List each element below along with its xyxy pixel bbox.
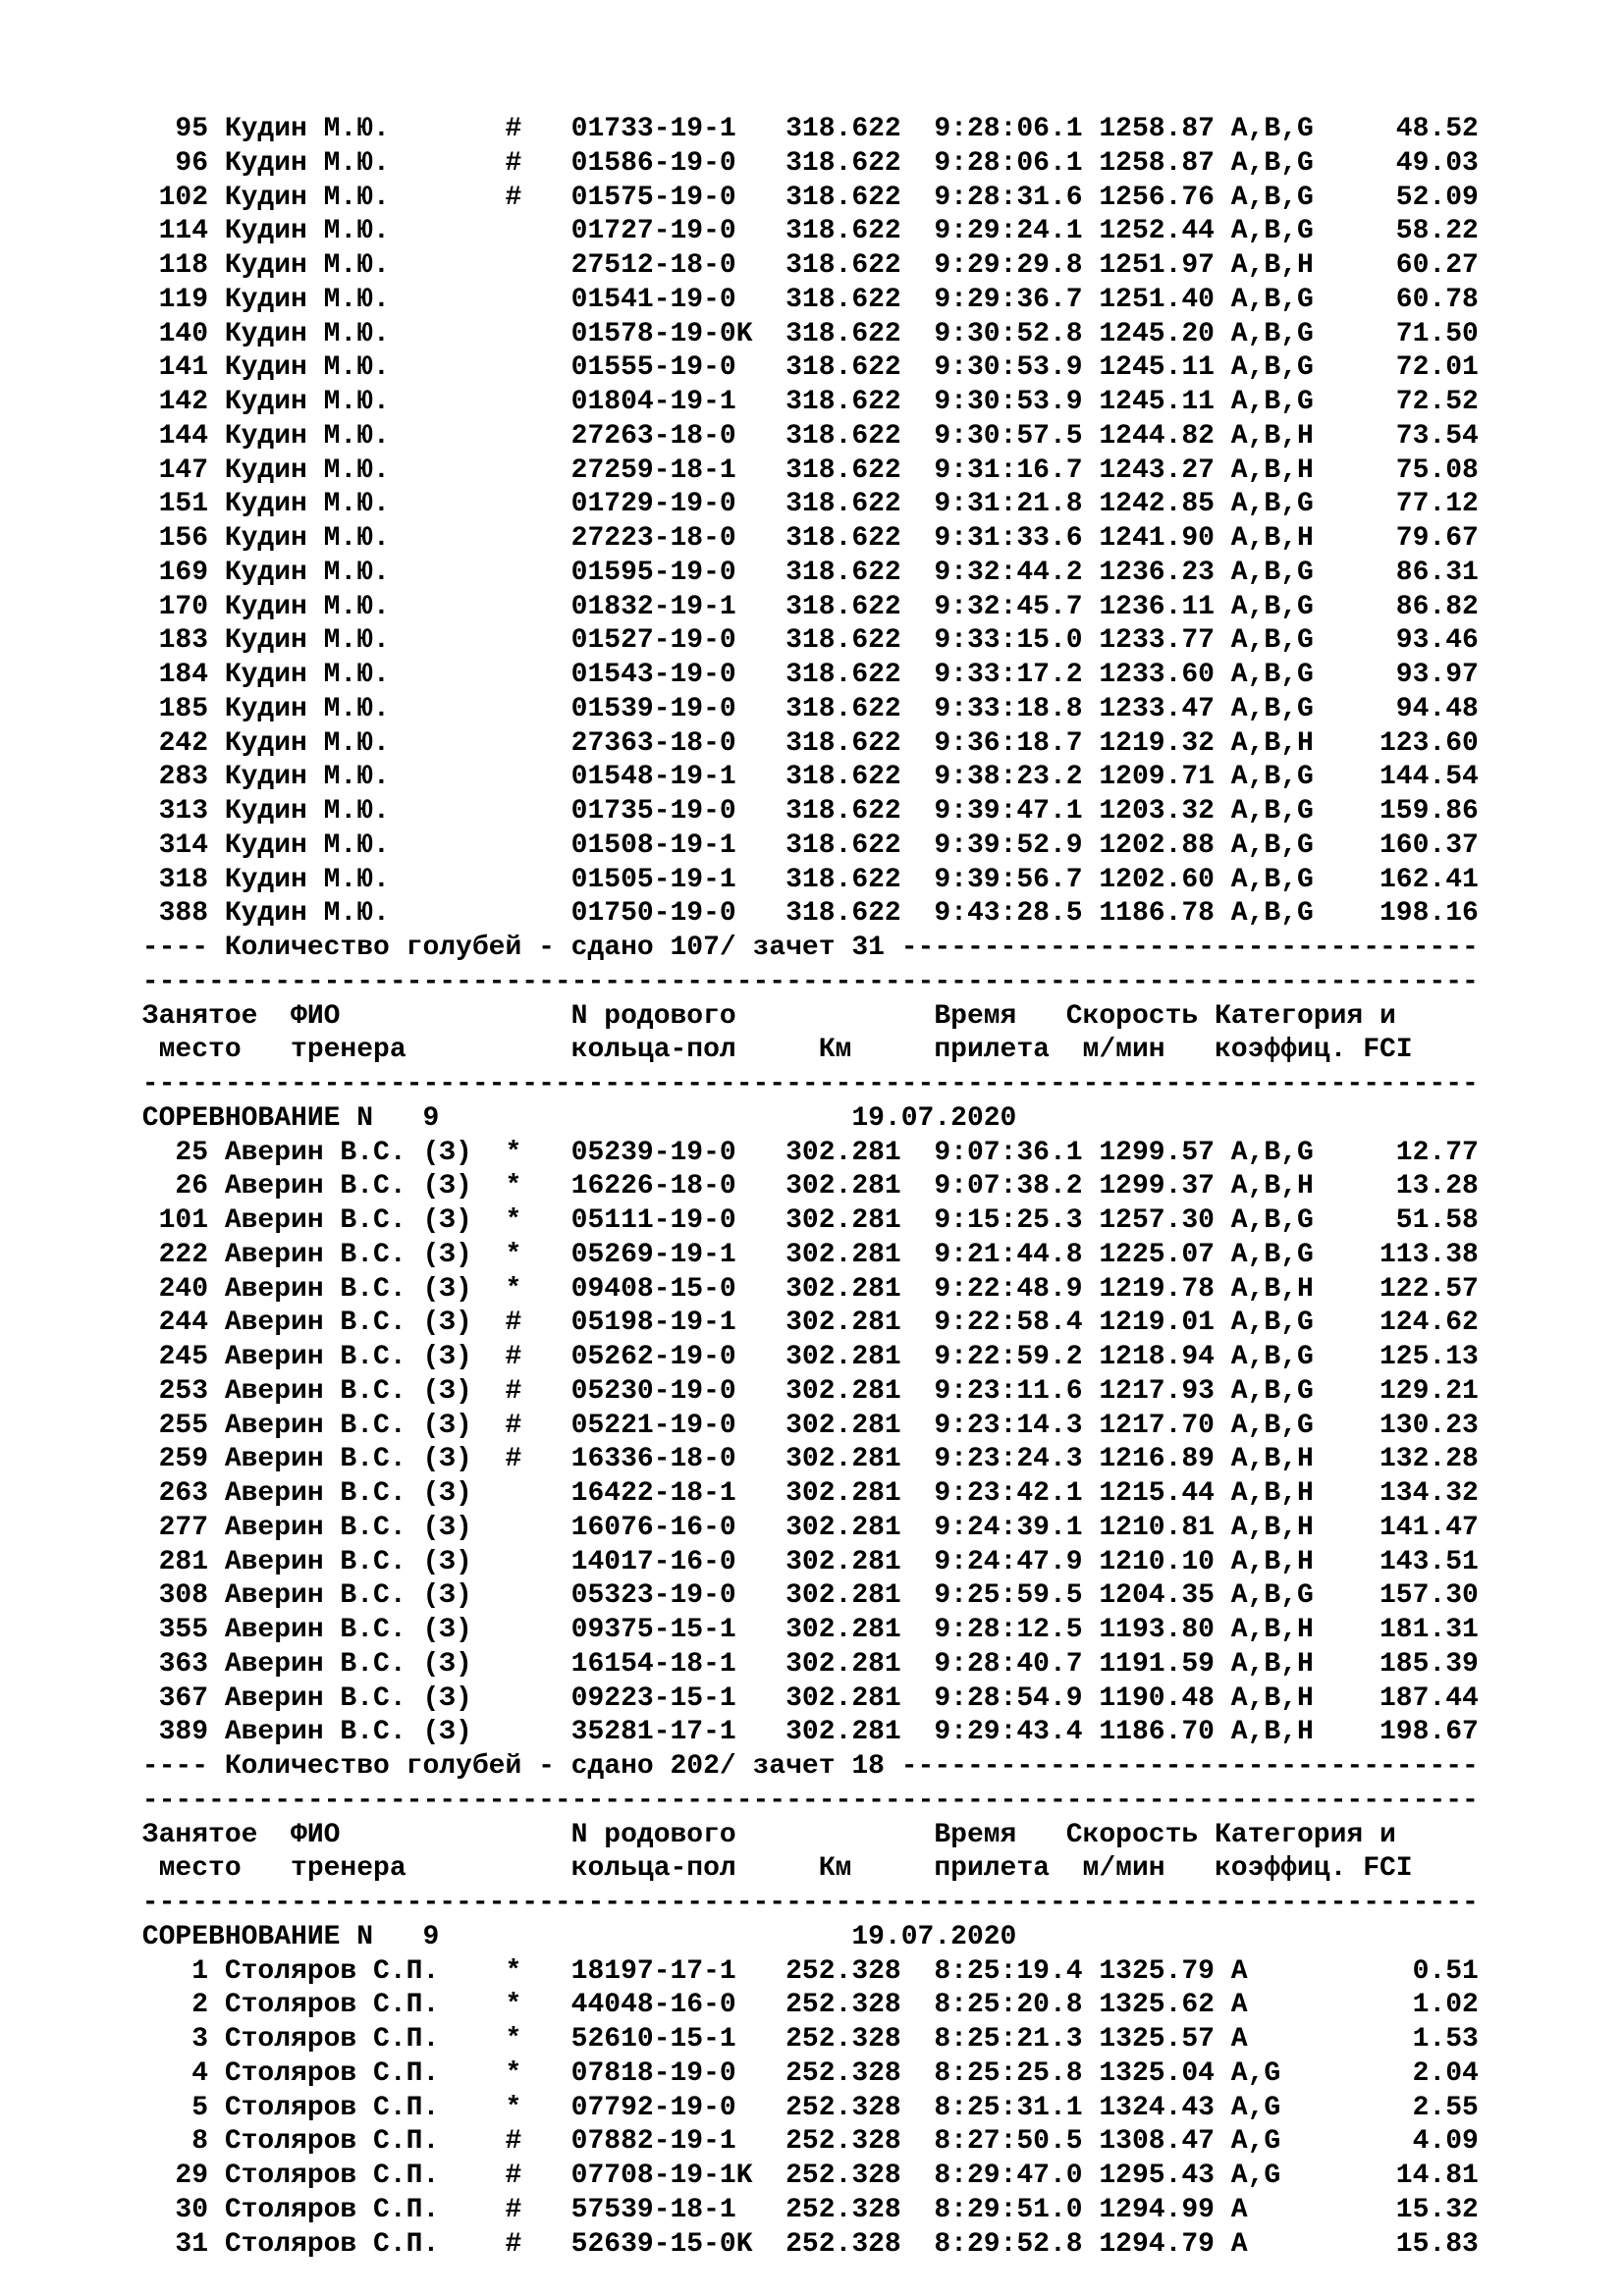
text-line: 355 Аверин В.С. (З) 09375-15-1 302.281 9:28:12.5 1193.80 A,B,H 181.31: [126, 1615, 1479, 1645]
text-line: 4 Столяров С.П. * 07818-19-0 252.328 8:25:25.8 1325.04 A,G 2.04: [126, 2057, 1479, 2089]
text-line: Занятое ФИО N родового Время Скорость Категория и: [126, 1819, 1396, 1850]
text-line: 114 Кудин М.Ю. 01727-19-0 318.622 9:29:24.1 1252.44 A,B,G 58.22: [126, 216, 1479, 247]
text-line: ---------------------------------------------------------------------------------: [126, 1069, 1479, 1099]
text-line: 283 Кудин М.Ю. 01548-19-1 318.622 9:38:23.2 1209.71 A,B,G 144.54: [126, 762, 1479, 793]
text-line: 1 Столяров С.П. * 18197-17-1 252.328 8:25:19.4 1325.79 A 0.51: [126, 1955, 1479, 1987]
text-line: ---------------------------------------------------------------------------------: [126, 1888, 1479, 1918]
text-line: 277 Аверин В.С. (З) 16076-16-0 302.281 9:24:39.1 1210.81 A,B,H 141.47: [126, 1512, 1479, 1543]
text-line: 140 Кудин М.Ю. 01578-19-0K 318.622 9:30:52.8 1245.20 A,B,G 71.50: [126, 318, 1479, 349]
text-line: Занятое ФИО N родового Время Скорость Категория и: [126, 1000, 1396, 1032]
text-line: место тренера кольца-пол Км прилета м/мин коэффиц. FCI: [126, 1035, 1413, 1066]
results-printout: [126, 113, 1479, 2262]
text-line: 222 Аверин В.С. (З) * 05269-19-1 302.281 9:21:44.8 1225.07 A,B,G 113.38: [126, 1239, 1479, 1270]
text-line: 253 Аверин В.С. (З) # 05230-19-0 302.281 9:23:11.6 1217.93 A,B,G 129.21: [126, 1375, 1479, 1407]
text-line: 96 Кудин М.Ю. # 01586-19-0 318.622 9:28:06.1 1258.87 A,B,G 49.03: [126, 147, 1479, 179]
text-line: ---- Количество голубей - сдано 107/ зачет 31 -----------------------------------: [126, 933, 1479, 963]
text-line: 30 Столяров С.П. # 57539-18-1 252.328 8:29:51.0 1294.99 A 15.32: [126, 2194, 1479, 2225]
text-line: 169 Кудин М.Ю. 01595-19-0 318.622 9:32:44.2 1236.23 A,B,G 86.31: [126, 557, 1479, 588]
text-line: ---------------------------------------------------------------------------------: [126, 966, 1479, 997]
text-line: 244 Аверин В.С. (З) # 05198-19-1 302.281 9:22:58.4 1219.01 A,B,G 124.62: [126, 1308, 1479, 1339]
text-line: СОРЕВНОВАНИЕ N 9 19.07.2020: [126, 1921, 1017, 1952]
text-line: 141 Кудин М.Ю. 01555-19-0 318.622 9:30:53.9 1245.11 A,B,G 72.01: [126, 352, 1479, 384]
text-line: 156 Кудин М.Ю. 27223-18-0 318.622 9:31:33.6 1241.90 A,B,H 79.67: [126, 523, 1479, 554]
text-line: 242 Кудин М.Ю. 27363-18-0 318.622 9:36:18.7 1219.32 A,B,H 123.60: [126, 727, 1479, 759]
text-line: ---- Количество голубей - сдано 202/ зачет 18 -----------------------------------: [126, 1751, 1479, 1782]
text-line: 240 Аверин В.С. (З) * 09408-15-0 302.281 9:22:48.9 1219.78 A,B,H 122.57: [126, 1273, 1479, 1305]
text-line: 308 Аверин В.С. (З) 05323-19-0 302.281 9:25:59.5 1204.35 A,B,G 157.30: [126, 1580, 1479, 1612]
text-line: 263 Аверин В.С. (З) 16422-18-1 302.281 9:23:42.1 1215.44 A,B,H 134.32: [126, 1478, 1479, 1509]
text-line: 3 Столяров С.П. * 52610-15-1 252.328 8:25:21.3 1325.57 A 1.53: [126, 2024, 1479, 2055]
text-line: 184 Кудин М.Ю. 01543-19-0 318.622 9:33:17.2 1233.60 A,B,G 93.97: [126, 660, 1479, 690]
text-line: 313 Кудин М.Ю. 01735-19-0 318.622 9:39:47.1 1203.32 A,B,G 159.86: [126, 796, 1479, 827]
text-line: 185 Кудин М.Ю. 01539-19-0 318.622 9:33:18.8 1233.47 A,B,G 94.48: [126, 693, 1479, 724]
text-line: 259 Аверин В.С. (З) # 16336-18-0 302.281 9:23:24.3 1216.89 A,B,H 132.28: [126, 1444, 1479, 1475]
text-line: 314 Кудин М.Ю. 01508-19-1 318.622 9:39:52.9 1202.88 A,B,G 160.37: [126, 829, 1479, 861]
text-line: 151 Кудин М.Ю. 01729-19-0 318.622 9:31:21.8 1242.85 A,B,G 77.12: [126, 489, 1479, 520]
text-line: место тренера кольца-пол Км прилета м/мин коэффиц. FCI: [126, 1853, 1413, 1885]
text-line: 144 Кудин М.Ю. 27263-18-0 318.622 9:30:57.5 1244.82 A,B,H 73.54: [126, 420, 1479, 452]
text-line: 170 Кудин М.Ю. 01832-19-1 318.622 9:32:45.7 1236.11 A,B,G 86.82: [126, 591, 1479, 622]
text-line: 5 Столяров С.П. * 07792-19-0 252.328 8:25:31.1 1324.43 A,G 2.55: [126, 2092, 1479, 2123]
text-line: 29 Столяров С.П. # 07708-19-1K 252.328 8:29:47.0 1295.43 A,G 14.81: [126, 2161, 1479, 2191]
text-line: 2 Столяров С.П. * 44048-16-0 252.328 8:25:20.8 1325.62 A 1.02: [126, 1990, 1479, 2021]
text-line: 183 Кудин М.Ю. 01527-19-0 318.622 9:33:15.0 1233.77 A,B,G 93.46: [126, 625, 1479, 657]
text-line: 101 Аверин В.С. (З) * 05111-19-0 302.281 9:15:25.3 1257.30 A,B,G 51.58: [126, 1205, 1479, 1236]
text-line: 363 Аверин В.С. (З) 16154-18-1 302.281 9:28:40.7 1191.59 A,B,H 185.39: [126, 1648, 1479, 1680]
text-line: 25 Аверин В.С. (З) * 05239-19-0 302.281 9:07:36.1 1299.57 A,B,G 12.77: [126, 1137, 1479, 1168]
text-line: 255 Аверин В.С. (З) # 05221-19-0 302.281 9:23:14.3 1217.70 A,B,G 130.23: [126, 1410, 1479, 1441]
text-line: 281 Аверин В.С. (З) 14017-16-0 302.281 9:24:47.9 1210.10 A,B,H 143.51: [126, 1546, 1479, 1577]
text-line: СОРЕВНОВАНИЕ N 9 19.07.2020: [126, 1102, 1017, 1134]
text-line: 95 Кудин М.Ю. # 01733-19-1 318.622 9:28:06.1 1258.87 A,B,G 48.52: [126, 114, 1479, 144]
text-line: 245 Аверин В.С. (З) # 05262-19-0 302.281 9:22:59.2 1218.94 A,B,G 125.13: [126, 1342, 1479, 1372]
text-line: 147 Кудин М.Ю. 27259-18-1 318.622 9:31:16.7 1243.27 A,B,H 75.08: [126, 454, 1479, 486]
text-line: 118 Кудин М.Ю. 27512-18-0 318.622 9:29:29.8 1251.97 A,B,H 60.27: [126, 250, 1479, 281]
text-line: 31 Столяров С.П. # 52639-15-0K 252.328 8:29:52.8 1294.79 A 15.83: [126, 2228, 1479, 2260]
text-line: 388 Кудин М.Ю. 01750-19-0 318.622 9:43:28.5 1186.78 A,B,G 198.16: [126, 898, 1479, 930]
text-line: 389 Аверин В.С. (З) 35281-17-1 302.281 9:29:43.4 1186.70 A,B,H 198.67: [126, 1717, 1479, 1748]
text-line: 142 Кудин М.Ю. 01804-19-1 318.622 9:30:53.9 1245.11 A,B,G 72.52: [126, 387, 1479, 417]
text-line: 8 Столяров С.П. # 07882-19-1 252.328 8:27:50.5 1308.47 A,G 4.09: [126, 2126, 1479, 2158]
text-line: 119 Кудин М.Ю. 01541-19-0 318.622 9:29:36.7 1251.40 A,B,G 60.78: [126, 284, 1479, 315]
text-line: 318 Кудин М.Ю. 01505-19-1 318.622 9:39:56.7 1202.60 A,B,G 162.41: [126, 864, 1479, 895]
text-line: 26 Аверин В.С. (З) * 16226-18-0 302.281 9:07:38.2 1299.37 A,B,H 13.28: [126, 1171, 1479, 1202]
text-line: ---------------------------------------------------------------------------------: [126, 1785, 1479, 1816]
text-line: 102 Кудин М.Ю. # 01575-19-0 318.622 9:28:31.6 1256.76 A,B,G 52.09: [126, 182, 1479, 213]
text-line: 367 Аверин В.С. (З) 09223-15-1 302.281 9:28:54.9 1190.48 A,B,H 187.44: [126, 1682, 1479, 1714]
